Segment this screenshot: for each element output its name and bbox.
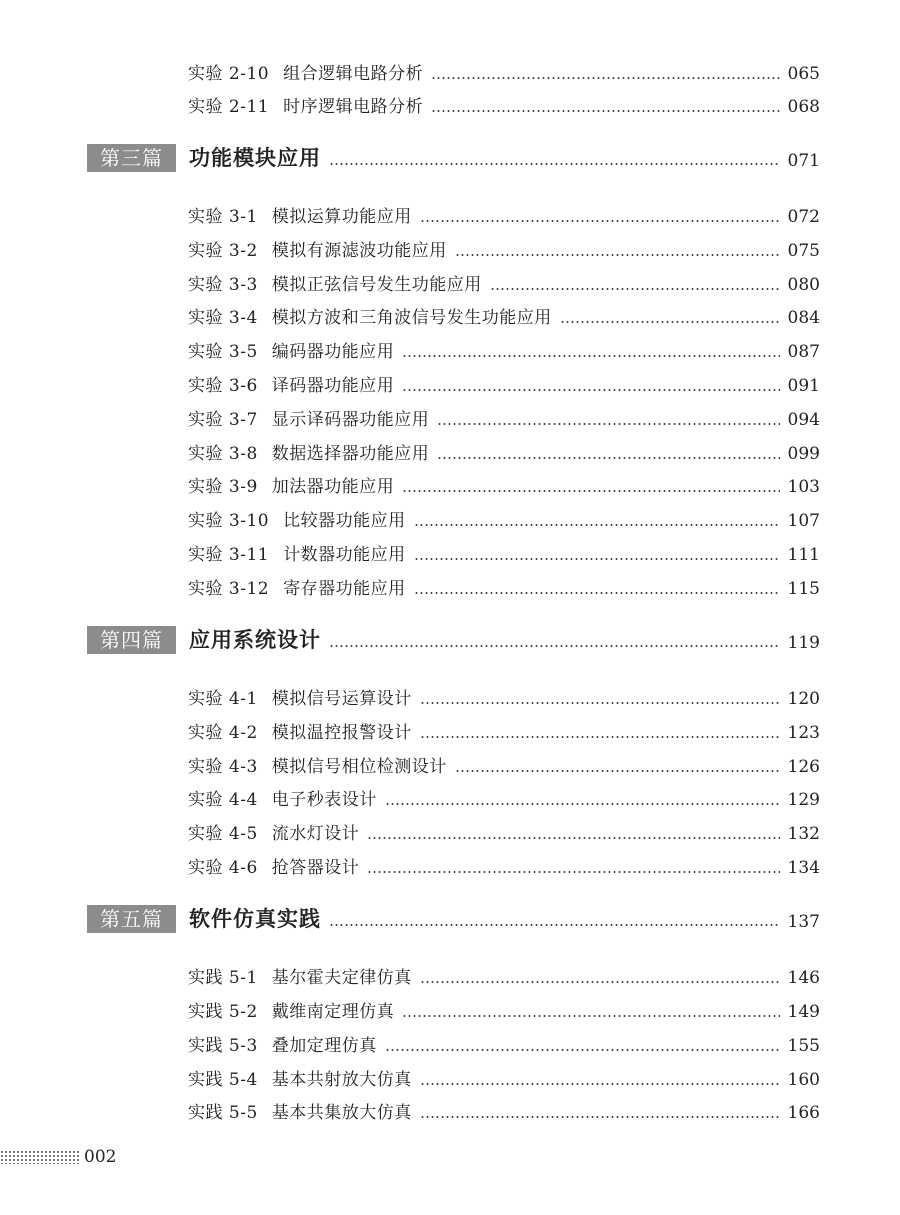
entry-title: 模拟运算功能应用 [271,207,412,227]
entry-code: 实验 3-4 [188,308,258,328]
entry-title: 时序逻辑电路分析 [283,97,424,117]
entry-title: 显示译码器功能应用 [271,410,430,430]
entry-title: 基尔霍夫定律仿真 [271,968,412,988]
entry-page-number: 075 [787,241,820,261]
entry-page-number: 134 [787,858,820,878]
dot-leader [414,558,780,560]
entry-code: 实验 4-3 [188,757,258,777]
toc-entry[interactable] [188,56,820,84]
part-heading-5[interactable] [87,903,820,933]
entry-code: 实验 3-3 [188,275,258,295]
toc-entry[interactable] [188,402,820,430]
entry-page-number: 149 [787,1002,820,1022]
toc-entry[interactable] [188,267,820,295]
entry-code: 实践 5-4 [188,1070,258,1090]
entry-code: 实验 3-9 [188,477,258,497]
part-title: 软件仿真实践 [189,907,321,931]
entry-page-number: 132 [787,824,820,844]
toc-entry[interactable] [188,89,820,117]
entry-code: 实践 5-5 [188,1103,258,1123]
part-page-number: 119 [787,633,820,653]
toc-entry[interactable] [188,300,820,328]
dot-leader [402,389,779,391]
dot-leader [437,457,779,459]
entry-code: 实验 3-5 [188,342,258,362]
dot-leader [431,110,779,112]
entry-title: 模拟信号相位检测设计 [271,757,447,777]
entry-page-number: 107 [787,511,820,531]
dot-leader [367,871,779,873]
entry-title: 模拟信号运算设计 [271,689,412,709]
toc-entry[interactable] [188,334,820,362]
toc-entry[interactable] [188,537,820,565]
toc-entry[interactable] [188,571,820,599]
toc-entry[interactable] [188,960,820,988]
toc-entry[interactable] [188,1028,820,1056]
part-heading-4[interactable] [87,624,820,654]
part-page-number: 137 [787,912,820,932]
entry-page-number: 091 [787,376,820,396]
entry-title: 模拟温控报警设计 [271,723,412,743]
entry-code: 实验 4-5 [188,824,258,844]
entry-code: 实验 4-6 [188,858,258,878]
entry-code: 实验 3-10 [188,511,270,531]
part-badge: 第五篇 [87,905,176,933]
part-title: 应用系统设计 [189,628,321,652]
dot-leader [329,645,780,647]
toc-entry[interactable] [188,469,820,497]
part-heading-3[interactable] [87,142,820,172]
entry-code: 实验 3-12 [188,579,270,599]
entry-title: 加法器功能应用 [271,477,395,497]
entry-code: 实验 2-10 [188,64,270,84]
dot-leader [455,254,780,256]
dot-leader [490,288,780,290]
entry-page-number: 099 [787,444,820,464]
dot-leader [420,220,780,222]
entry-title: 电子秒表设计 [271,790,377,810]
dot-leader [385,1049,780,1051]
entry-title: 基本共射放大仿真 [271,1070,412,1090]
entry-page-number: 111 [787,545,820,565]
entry-page-number: 080 [787,275,820,295]
entry-title: 流水灯设计 [271,824,360,844]
entry-title: 基本共集放大仿真 [271,1103,412,1123]
toc-entry[interactable] [188,436,820,464]
entry-page-number: 103 [787,477,820,497]
toc-entry[interactable] [188,749,820,777]
entry-page-number: 087 [787,342,820,362]
dot-leader [420,1116,780,1118]
dot-leader [329,924,780,926]
entry-page-number: 126 [787,757,820,777]
entry-page-number: 155 [787,1036,820,1056]
entry-title: 组合逻辑电路分析 [283,64,424,84]
entry-page-number: 120 [787,689,820,709]
entry-page-number: 129 [787,790,820,810]
toc-entry[interactable] [188,715,820,743]
dot-leader [431,77,779,79]
toc-entry[interactable] [188,368,820,396]
entry-title: 抢答器设计 [271,858,360,878]
dot-leader [455,770,780,772]
entry-title: 模拟方波和三角波信号发生功能应用 [271,308,552,328]
entry-title: 比较器功能应用 [283,511,406,531]
entry-page-number: 115 [787,579,820,599]
entry-code: 实验 3-1 [188,207,258,227]
entry-code: 实践 5-2 [188,1002,258,1022]
dot-leader [420,702,780,704]
toc-entry[interactable] [188,1062,820,1090]
dot-leader [402,490,779,492]
page-number: 002 [84,1147,117,1167]
dot-leader [414,524,780,526]
entry-code: 实验 3-6 [188,376,258,396]
entry-code: 实践 5-1 [188,968,258,988]
entry-page-number: 123 [787,723,820,743]
entry-code: 实践 5-3 [188,1036,258,1056]
entry-page-number: 065 [787,64,820,84]
dot-leader [329,163,780,165]
toc-entry[interactable] [188,681,820,709]
entry-title: 叠加定理仿真 [271,1036,377,1056]
part-page-number: 071 [787,151,820,171]
entry-page-number: 084 [787,308,820,328]
toc-entry[interactable] [188,850,820,878]
entry-code: 实验 3-7 [188,410,258,430]
entry-title: 模拟有源滤波功能应用 [271,241,447,261]
toc-entry[interactable] [188,503,820,531]
dot-leader [437,423,779,425]
toc-entry[interactable] [188,816,820,844]
entry-page-number: 094 [787,410,820,430]
dot-pattern-decoration [0,1150,80,1164]
dot-leader [367,837,779,839]
entry-page-number: 068 [787,97,820,117]
entry-page-number: 166 [787,1103,820,1123]
entry-code: 实验 4-1 [188,689,258,709]
entry-code: 实验 2-11 [188,97,270,117]
toc-entry[interactable] [188,782,820,810]
entry-code: 实验 3-11 [188,545,270,565]
part-badge: 第三篇 [87,144,176,172]
dot-leader [420,1083,780,1085]
entry-page-number: 146 [787,968,820,988]
entry-code: 实验 4-2 [188,723,258,743]
entry-title: 编码器功能应用 [271,342,395,362]
dot-leader [560,321,780,323]
entry-title: 计数器功能应用 [283,545,406,565]
page-footer [0,1146,116,1168]
entry-title: 戴维南定理仿真 [271,1002,395,1022]
dot-leader [414,592,780,594]
entry-code: 实验 3-8 [188,444,258,464]
dot-leader [420,736,780,738]
part-title: 功能模块应用 [189,146,321,170]
dot-leader [420,981,780,983]
entry-title: 数据选择器功能应用 [271,444,430,464]
dot-leader [402,1015,779,1017]
entry-code: 实验 4-4 [188,790,258,810]
entry-page-number: 072 [787,207,820,227]
toc-entry[interactable] [188,233,820,261]
toc-entry[interactable] [188,994,820,1022]
entry-title: 译码器功能应用 [271,376,395,396]
part-badge: 第四篇 [87,626,176,654]
entry-title: 寄存器功能应用 [283,579,406,599]
toc-entry[interactable] [188,1095,820,1123]
toc-entry[interactable] [188,199,820,227]
dot-leader [402,355,779,357]
dot-leader [385,803,780,805]
entry-code: 实验 3-2 [188,241,258,261]
entry-title: 模拟正弦信号发生功能应用 [271,275,482,295]
entry-page-number: 160 [787,1070,820,1090]
